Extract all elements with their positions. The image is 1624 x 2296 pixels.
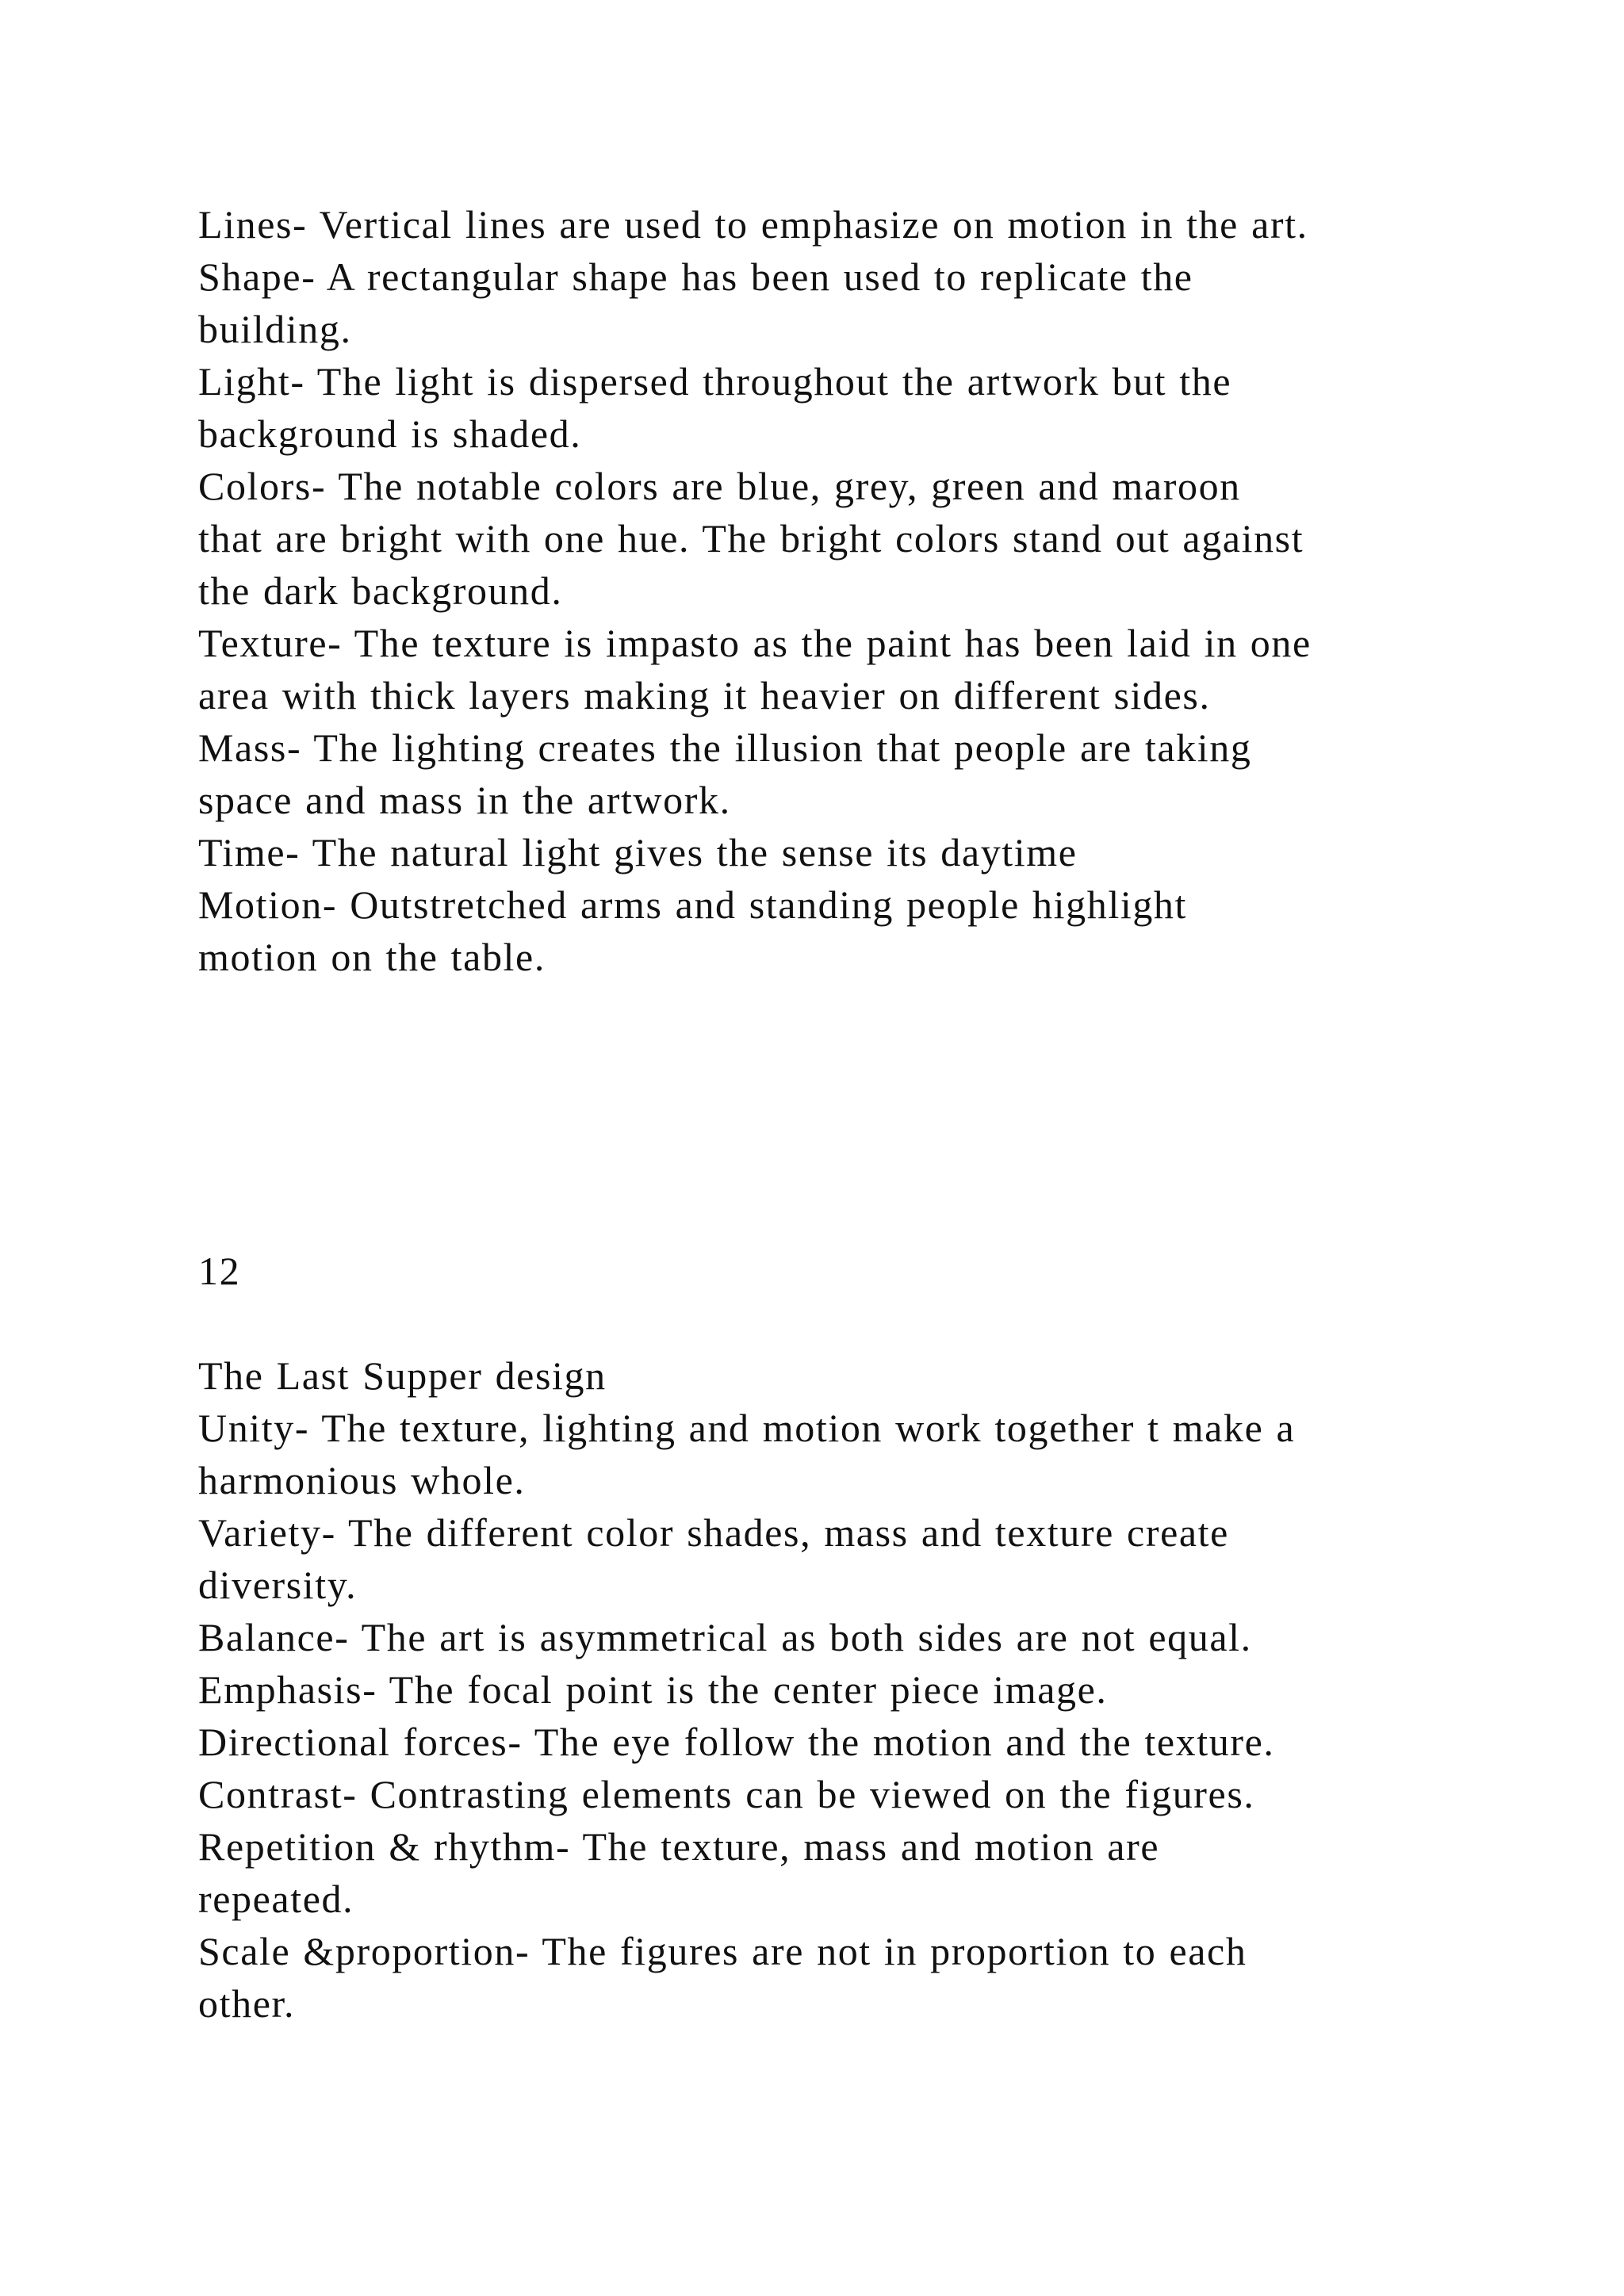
- text-line-light: Light- The light is dispersed throughout the artwork but the: [198, 359, 1232, 404]
- text-line-time: Time- The natural light gives the sense its daytime: [198, 830, 1078, 874]
- text-line-motion: Motion- Outstretched arms and standing people highlight: [198, 882, 1188, 927]
- text-line-motion-cont: motion on the table.: [198, 935, 546, 979]
- text-line-mass-cont: space and mass in the artwork.: [198, 778, 731, 822]
- text-line-repetition-cont: repeated.: [198, 1877, 354, 1921]
- text-line-shape-cont: building.: [198, 307, 352, 351]
- text-line-colors-cont-1: that are bright with one hue. The bright colors stand out against: [198, 516, 1304, 561]
- text-line-texture: Texture- The texture is impasto as the paint has been laid in one: [198, 621, 1312, 665]
- text-line-scale-cont: other.: [198, 1981, 296, 2026]
- text-line-unity: Unity- The texture, lighting and motion work together t make a: [198, 1406, 1296, 1450]
- text-line-emphasis: Emphasis- The focal point is the center piece image.: [198, 1667, 1108, 1712]
- text-line-contrast: Contrast- Contrasting elements can be viewed on the figures.: [198, 1772, 1255, 1816]
- slide-number: 12: [198, 1249, 241, 1293]
- text-line-lines: Lines- Vertical lines are used to emphasize on motion in the art.: [198, 202, 1308, 247]
- text-line-scale: Scale &proportion- The figures are not in proportion to each: [198, 1929, 1247, 1973]
- text-line-texture-cont: area with thick layers making it heavier on different sides.: [198, 673, 1211, 718]
- text-line-colors: Colors- The notable colors are blue, grey, green and maroon: [198, 464, 1241, 508]
- text-line-light-cont: background is shaded.: [198, 411, 582, 456]
- section-title: The Last Supper design: [198, 1353, 607, 1398]
- text-line-repetition: Repetition & rhythm- The texture, mass and motion are: [198, 1824, 1160, 1869]
- text-line-directional-forces: Directional forces- The eye follow the motion and the texture.: [198, 1720, 1275, 1764]
- text-line-variety-cont: diversity.: [198, 1563, 358, 1607]
- text-line-balance: Balance- The art is asymmetrical as both sides are not equal.: [198, 1615, 1252, 1659]
- text-line-mass: Mass- The lighting creates the illusion that people are taking: [198, 725, 1252, 770]
- text-line-variety: Variety- The different color shades, mass and texture create: [198, 1510, 1229, 1555]
- text-line-unity-cont: harmonious whole.: [198, 1458, 526, 1502]
- text-line-shape: Shape- A rectangular shape has been used to replicate the: [198, 254, 1193, 299]
- text-line-colors-cont-2: the dark background.: [198, 568, 563, 613]
